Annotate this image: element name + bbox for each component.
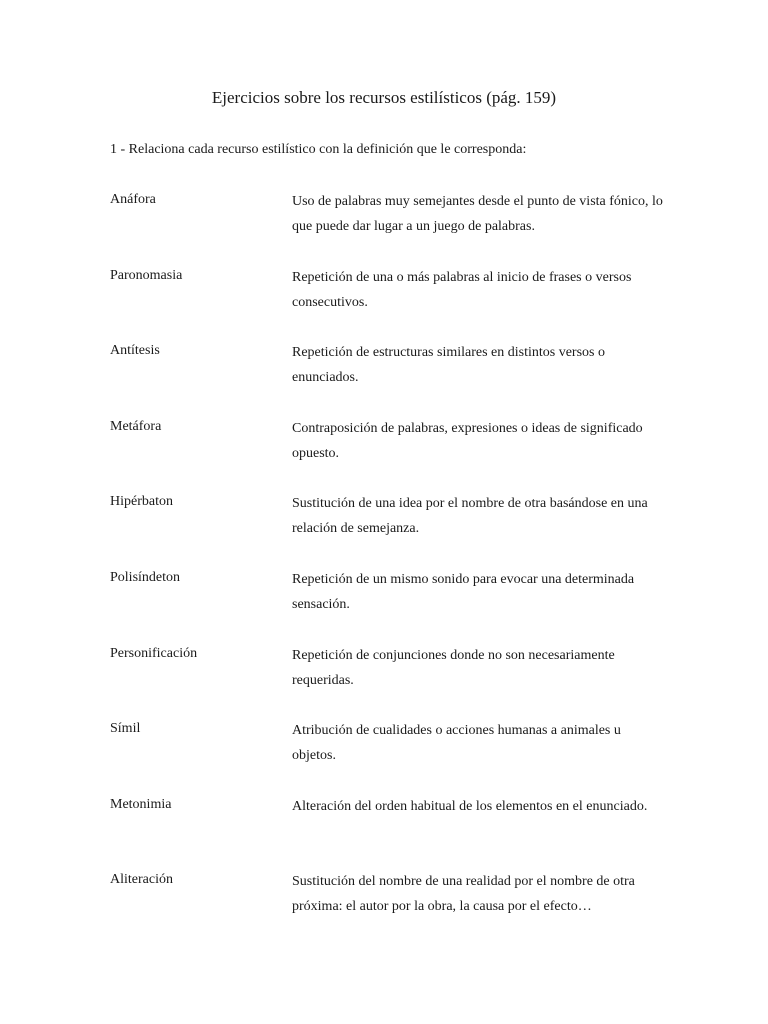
- definition-9: Alteración del orden habitual de los elementos en el enunciado.: [292, 798, 648, 814]
- definition-4: Contraposición de palabras, expresiones o ideas de significado opuesto.: [292, 420, 643, 461]
- exercise-instruction: 1 - Relaciona cada recurso estilístico con la definición que le corresponda:: [110, 142, 527, 157]
- definition-6: Repetición de un mismo sonido para evocar una determinada sensación.: [292, 571, 635, 612]
- term-anafora: Anáfora: [110, 192, 156, 207]
- term-personificacion: Personificación: [110, 645, 198, 661]
- definition-1: Uso de palabras muy semejantes desde el punto de vista fónico, lo que puede dar lugar a un juego de palabras.: [292, 194, 663, 234]
- matching-row: [110, 794, 670, 870]
- matching-row: [110, 416, 670, 492]
- matching-row: [110, 869, 670, 945]
- definition-2: Repetición de una o más palabras al inicio de frases o versos consecutivos.: [292, 269, 632, 310]
- term-hiperbaton: Hipérbaton: [110, 494, 173, 510]
- term-polisindeton: Polisíndeton: [110, 569, 181, 585]
- matching-row: [110, 491, 670, 567]
- definition-8: Atribución de cualidades o acciones humanas a animales u objetos.: [292, 723, 621, 764]
- term-simil: Símil: [110, 721, 141, 737]
- definition-5: Sustitución de una idea por el nombre de otra basándose en una relación de semejanza.: [292, 496, 648, 537]
- term-metafora: Metáfora: [110, 418, 162, 434]
- matching-row: [110, 567, 670, 643]
- term-paronomasia: Paronomasia: [110, 267, 183, 283]
- definition-3: Repetición de estructuras similares en distintos versos o enunciados.: [292, 345, 605, 386]
- definition-7: Repetición de conjunciones donde no son necesariamente requeridas.: [292, 647, 615, 688]
- term-antitesis: Antítesis: [110, 343, 160, 359]
- matching-row: [110, 340, 670, 416]
- matching-row: [110, 265, 670, 341]
- matching-list: [110, 189, 670, 945]
- term-aliteracion: Aliteración: [110, 872, 173, 888]
- matching-row: [110, 718, 670, 794]
- term-metonimia: Metonimia: [110, 796, 172, 812]
- matching-row: [110, 643, 670, 719]
- document-title: Ejercicios sobre los recursos estilísticos (pág. 159): [211, 88, 557, 107]
- matching-row: [110, 189, 670, 265]
- definition-10: Sustitución del nombre de una realidad por el nombre de otra próxima: el autor por la obra, la causa por el efecto…: [292, 874, 635, 915]
